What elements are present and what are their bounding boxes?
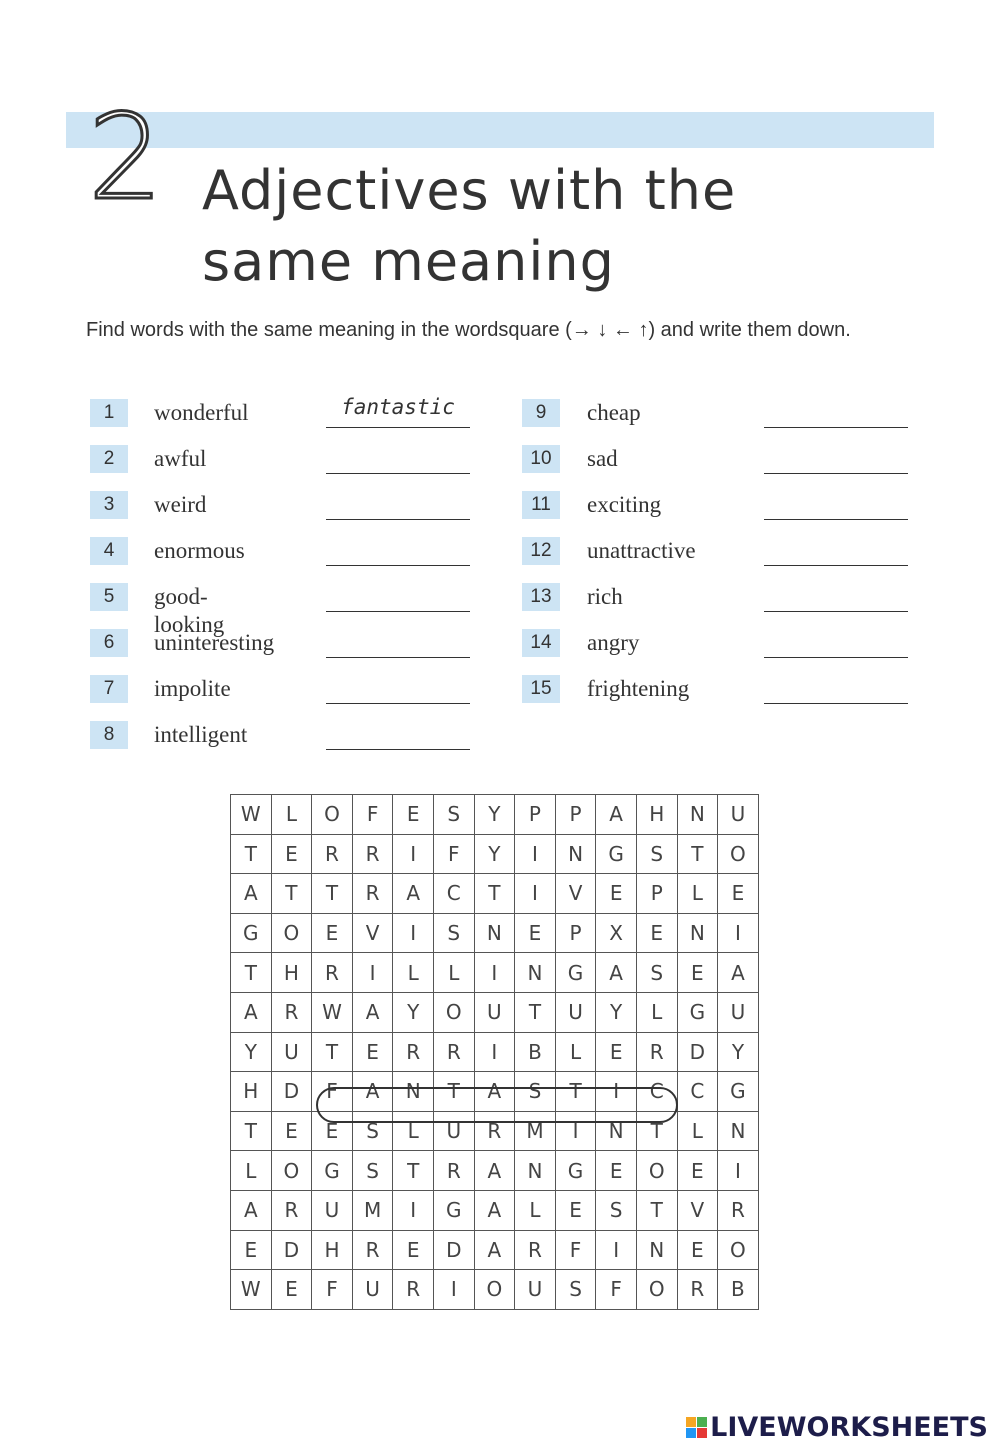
item-number: 7 [90,675,128,703]
wordsquare-cell[interactable]: E [271,1270,312,1310]
wordsquare-cell[interactable]: R [433,1032,474,1072]
wordsquare-cell[interactable]: E [596,1151,637,1191]
wordsquare-cell[interactable]: N [515,953,556,993]
wordsquare-cell[interactable]: N [677,795,718,835]
wordsquare-cell[interactable]: N [555,834,596,874]
wordsquare-cell[interactable]: A [474,1072,515,1112]
wordsquare-cell[interactable]: B [515,1032,556,1072]
wordsquare-cell[interactable]: E [393,795,434,835]
wordsquare-cell[interactable]: U [352,1270,393,1310]
unit-number: 2 [88,88,164,226]
wordsquare-cell[interactable]: R [352,874,393,914]
wordsquare-cell[interactable]: P [515,795,556,835]
item-word: cheap [587,400,641,425]
wordsquare-cell[interactable]: O [718,1230,759,1270]
wordsquare-cell[interactable]: U [474,992,515,1032]
wordsquare-cell[interactable]: L [677,874,718,914]
wordsquare-cell[interactable]: O [636,1270,677,1310]
wordsquare-row [231,1032,759,1072]
wordsquare-cell[interactable]: R [352,1230,393,1270]
wordsquare-cell[interactable]: V [352,913,393,953]
answer-line [326,519,470,520]
wordsquare-cell[interactable]: I [515,834,556,874]
wordsquare-cell[interactable]: A [596,953,637,993]
answer-field[interactable] [764,427,908,428]
wordsquare-cell[interactable]: A [718,953,759,993]
title-line-2: same meaning [202,230,615,293]
wordsquare-cell[interactable]: E [231,1230,272,1270]
wordsquare-cell[interactable]: E [677,1230,718,1270]
brand-icon [686,1417,707,1438]
wordsquare-cell[interactable]: N [596,1111,637,1151]
wordsquare-cell[interactable]: R [312,834,353,874]
wordsquare-cell[interactable]: R [677,1270,718,1310]
wordsquare-cell[interactable]: S [636,834,677,874]
wordsquare-cell[interactable]: G [312,1151,353,1191]
wordsquare-cell[interactable]: T [271,874,312,914]
wordsquare-cell[interactable]: E [555,1190,596,1230]
wordsquare-cell[interactable]: D [677,1032,718,1072]
wordsquare-cell[interactable]: L [677,1111,718,1151]
answer-field[interactable] [764,565,908,566]
wordsquare-cell[interactable]: S [555,1270,596,1310]
wordsquare-row [231,1270,759,1310]
item-number: 5 [90,583,128,611]
wordsquare-cell[interactable]: R [352,834,393,874]
wordsquare-cell[interactable]: E [596,874,637,914]
wordsquare-cell[interactable]: G [677,992,718,1032]
wordsquare-row [231,834,759,874]
wordsquare-cell[interactable]: Y [718,1032,759,1072]
wordsquare-cell[interactable]: E [596,1032,637,1072]
wordsquare-cell[interactable]: T [231,834,272,874]
wordsquare-cell[interactable]: F [352,795,393,835]
wordsquare-cell[interactable]: R [718,1190,759,1230]
wordsquare-cell[interactable]: A [231,874,272,914]
wordsquare-cell[interactable]: P [555,795,596,835]
wordsquare-cell[interactable]: H [231,1072,272,1112]
item-word: exciting [587,492,662,517]
title-line-1: Adjectives with the [202,159,737,222]
wordsquare-row [231,1230,759,1270]
item-word: weird [154,492,207,517]
wordsquare-cell[interactable]: T [636,1190,677,1230]
wordsquare-cell[interactable]: T [433,1072,474,1112]
answer-line [326,703,470,704]
wordsquare-cell[interactable]: I [393,913,434,953]
wordsquare-cell[interactable]: O [271,913,312,953]
wordsquare-cell[interactable]: I [555,1111,596,1151]
wordsquare-cell[interactable]: L [393,953,434,993]
answer-field[interactable] [764,657,908,658]
wordsquare-cell[interactable]: A [352,1072,393,1112]
wordsquare-cell[interactable]: H [636,795,677,835]
wordsquare-cell[interactable]: I [596,1230,637,1270]
logo-square [686,1417,696,1427]
item-word: unattractive [587,538,696,563]
wordsquare-cell[interactable]: F [596,1270,637,1310]
wordsquare-cell[interactable]: T [677,834,718,874]
answer-field[interactable] [764,473,908,474]
answer-field[interactable] [764,611,908,612]
wordsquare-cell[interactable]: A [231,1190,272,1230]
wordsquare-cell[interactable]: D [433,1230,474,1270]
wordsquare-cell[interactable]: Y [231,1032,272,1072]
wordsquare-cell[interactable]: D [271,1230,312,1270]
logo-square [686,1428,696,1438]
wordsquare-cell[interactable]: I [433,1270,474,1310]
wordsquare-cell[interactable]: E [393,1230,434,1270]
brand-name: LIVEWORKSHEETS [710,1412,988,1443]
wordsquare-cell[interactable]: C [677,1072,718,1112]
wordsquare-cell[interactable]: N [474,913,515,953]
wordsquare-cell[interactable]: H [271,953,312,993]
wordsquare-cell[interactable]: T [231,1111,272,1151]
wordsquare-cell[interactable]: E [312,1111,353,1151]
wordsquare-cell[interactable]: T [515,992,556,1032]
wordsquare-cell[interactable]: I [596,1072,637,1112]
wordsquare-cell[interactable]: C [636,1072,677,1112]
wordsquare-cell[interactable]: U [718,992,759,1032]
wordsquare-cell[interactable]: E [352,1032,393,1072]
item-number: 10 [522,445,560,473]
wordsquare-cell[interactable]: E [271,1111,312,1151]
wordsquare-cell[interactable]: A [474,1230,515,1270]
item-word: rich [587,584,623,609]
wordsquare-row [231,874,759,914]
wordsquare-cell[interactable]: W [231,795,272,835]
wordsquare [230,794,759,1310]
wordsquare-cell[interactable]: A [393,874,434,914]
wordsquare-cell[interactable]: O [718,834,759,874]
wordsquare-cell[interactable]: L [271,795,312,835]
wordsquare-cell[interactable]: E [718,874,759,914]
wordsquare-cell[interactable]: E [271,834,312,874]
wordsquare-cell[interactable]: L [393,1111,434,1151]
item-word: enormous [154,538,245,563]
wordsquare-cell[interactable]: B [718,1270,759,1310]
wordsquare-cell[interactable]: C [433,874,474,914]
answer-field[interactable]: fantastic [341,395,455,419]
wordsquare-row [231,913,759,953]
wordsquare-cell[interactable]: Y [596,992,637,1032]
wordsquare-cell[interactable]: O [636,1151,677,1191]
logo-square [697,1428,707,1438]
item-word: wonderful [154,400,249,425]
wordsquare-cell[interactable]: D [271,1072,312,1112]
wordsquare-cell[interactable]: E [677,1151,718,1191]
wordsquare-cell[interactable]: R [312,953,353,993]
wordsquare-row [231,992,759,1032]
wordsquare-cell[interactable]: X [596,913,637,953]
item-word: intelligent [154,722,248,747]
liveworksheets-logo [686,1412,988,1443]
wordsquare-cell[interactable]: S [433,913,474,953]
wordsquare-cell[interactable]: L [231,1151,272,1191]
item-word: awful [154,446,207,471]
wordsquare-cell[interactable]: O [474,1270,515,1310]
wordsquare-cell[interactable]: L [555,1032,596,1072]
item-number: 2 [90,445,128,473]
wordsquare-cell[interactable]: V [555,874,596,914]
wordsquare-cell[interactable]: S [352,1111,393,1151]
wordsquare-cell[interactable]: A [231,992,272,1032]
wordsquare-row [231,795,759,835]
wordsquare-cell[interactable]: T [312,1032,353,1072]
item-word: sad [587,446,618,471]
wordsquare-cell[interactable]: E [515,913,556,953]
title-band [66,112,934,148]
answer-line [326,611,470,612]
wordsquare-cell[interactable]: Y [474,834,515,874]
wordsquare-cell[interactable]: T [231,953,272,993]
wordsquare-cell[interactable]: N [515,1151,556,1191]
logo-square [697,1417,707,1427]
wordsquare-cell[interactable]: N [393,1072,434,1112]
wordsquare-cell[interactable]: P [636,874,677,914]
wordsquare-cell[interactable]: R [636,1032,677,1072]
wordsquare-cell[interactable]: S [515,1072,556,1112]
wordsquare-cell[interactable]: S [352,1151,393,1191]
wordsquare-cell[interactable]: F [433,834,474,874]
item-word: angry [587,630,640,655]
wordsquare-cell[interactable]: A [596,795,637,835]
item-number: 15 [522,675,560,703]
found-word-circle [316,1087,678,1123]
wordsquare-cell[interactable]: U [312,1190,353,1230]
wordsquare-cell[interactable]: A [352,992,393,1032]
wordsquare-cell[interactable]: G [433,1190,474,1230]
wordsquare-cell[interactable]: I [718,913,759,953]
item-number: 8 [90,721,128,749]
wordsquare-cell[interactable]: U [271,1032,312,1072]
item-number: 14 [522,629,560,657]
wordsquare-cell[interactable]: O [433,992,474,1032]
wordsquare-cell[interactable]: M [352,1190,393,1230]
wordsquare-cell[interactable]: H [312,1230,353,1270]
wordsquare-cell[interactable]: N [636,1230,677,1270]
wordsquare-cell[interactable]: I [515,874,556,914]
item-number: 9 [522,399,560,427]
wordsquare-cell[interactable]: I [718,1151,759,1191]
answer-field[interactable] [764,519,908,520]
wordsquare-cell[interactable]: P [555,913,596,953]
item-number: 6 [90,629,128,657]
wordsquare-cell[interactable]: S [596,1190,637,1230]
wordsquare-cell[interactable]: G [718,1072,759,1112]
wordsquare-cell[interactable]: E [312,913,353,953]
wordsquare-cell[interactable]: L [636,992,677,1032]
wordsquare-cell[interactable]: T [312,874,353,914]
wordsquare-cell[interactable]: U [515,1270,556,1310]
wordsquare-cell[interactable]: R [515,1230,556,1270]
wordsquare-cell[interactable]: R [393,1032,434,1072]
wordsquare-cell[interactable]: Y [474,795,515,835]
item-word: good-looking [154,584,225,637]
wordsquare-cell[interactable]: R [433,1151,474,1191]
wordsquare-cell[interactable]: S [636,953,677,993]
answer-line [326,749,470,750]
answer-line [326,565,470,566]
wordsquare-cell[interactable]: V [677,1190,718,1230]
wordsquare-cell[interactable]: W [312,992,353,1032]
item-number: 12 [522,537,560,565]
wordsquare-cell[interactable]: A [474,1151,515,1191]
wordsquare-cell[interactable]: U [555,992,596,1032]
wordsquare-cell[interactable]: M [515,1111,556,1151]
wordsquare-cell[interactable]: F [312,1270,353,1310]
wordsquare-cell[interactable]: O [271,1151,312,1191]
wordsquare-cell[interactable]: I [474,1032,515,1072]
wordsquare-cell[interactable]: T [636,1111,677,1151]
item-word: uninteresting [154,630,275,655]
wordsquare-cell[interactable]: G [231,913,272,953]
wordsquare-cell[interactable]: T [555,1072,596,1112]
answer-line [326,657,470,658]
item-number: 13 [522,583,560,611]
item-number: 1 [90,399,128,427]
answer-line [326,427,470,428]
wordsquare-cell[interactable]: T [393,1151,434,1191]
wordsquare-cell[interactable]: I [474,953,515,993]
wordsquare-cell[interactable]: L [515,1190,556,1230]
wordsquare-cell[interactable]: F [312,1072,353,1112]
wordsquare-cell[interactable]: I [393,834,434,874]
wordsquare-cell[interactable]: Y [393,992,434,1032]
wordsquare-row [231,1151,759,1191]
answer-line [326,473,470,474]
wordsquare-cell[interactable]: L [433,953,474,993]
page-title [202,155,736,297]
wordsquare-cell[interactable]: I [352,953,393,993]
wordsquare-cell[interactable]: R [271,992,312,1032]
wordsquare-cell[interactable]: G [555,953,596,993]
wordsquare-cell[interactable]: R [271,1190,312,1230]
wordsquare-cell[interactable]: E [677,953,718,993]
wordsquare-cell[interactable]: T [474,874,515,914]
wordsquare-cell[interactable]: U [433,1111,474,1151]
wordsquare-cell[interactable]: A [474,1190,515,1230]
wordsquare-cell[interactable]: I [393,1190,434,1230]
answer-field[interactable] [764,703,908,704]
item-word: frightening [587,676,690,701]
item-number: 3 [90,491,128,519]
wordsquare-cell[interactable]: E [636,913,677,953]
wordsquare-cell[interactable]: W [231,1270,272,1310]
wordsquare-cell[interactable]: O [312,795,353,835]
item-number: 11 [522,491,560,519]
wordsquare-cell[interactable]: N [677,913,718,953]
wordsquare-cell[interactable]: U [718,795,759,835]
item-word: impolite [154,676,231,701]
wordsquare-cell[interactable]: R [474,1111,515,1151]
wordsquare-cell[interactable]: F [555,1230,596,1270]
wordsquare-cell[interactable]: N [718,1111,759,1151]
wordsquare-row [231,953,759,993]
instructions: Find words with the same meaning in the wordsquare (→ ↓ ← ↑) and write them down. [86,319,851,341]
wordsquare-cell[interactable]: G [555,1151,596,1191]
wordsquare-cell[interactable]: G [596,834,637,874]
wordsquare-cell[interactable]: S [433,795,474,835]
wordsquare-cell[interactable]: R [393,1270,434,1310]
item-number: 4 [90,537,128,565]
wordsquare-row [231,1190,759,1230]
